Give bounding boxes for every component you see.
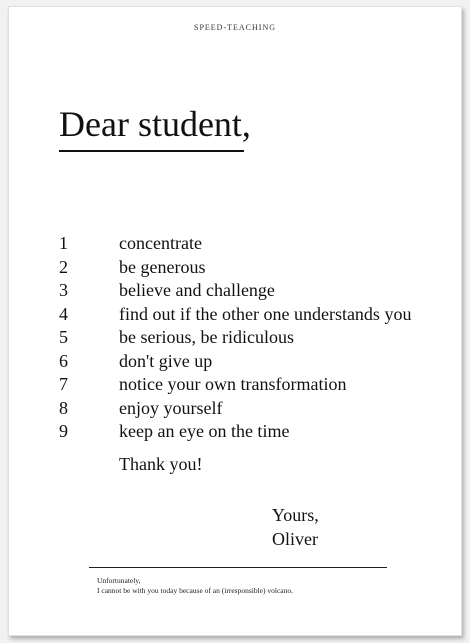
list-item-text: keep an eye on the time bbox=[119, 421, 290, 442]
numbered-list bbox=[59, 232, 454, 444]
list-item bbox=[59, 232, 454, 256]
list-item-text: believe and challenge bbox=[119, 280, 275, 301]
list-item-number: 3 bbox=[59, 280, 68, 301]
list-item-text: don't give up bbox=[119, 350, 213, 371]
list-item-number: 8 bbox=[59, 397, 68, 418]
list-item-text: be serious, be ridiculous bbox=[119, 327, 294, 348]
salutation: Dear student, bbox=[59, 104, 251, 144]
list-item-number: 5 bbox=[59, 327, 68, 348]
list-item-number: 6 bbox=[59, 350, 68, 371]
list-item-number: 4 bbox=[59, 303, 68, 324]
list-item-number: 7 bbox=[59, 374, 68, 395]
salutation-underline bbox=[59, 150, 244, 152]
list-item bbox=[59, 397, 454, 421]
list-item bbox=[59, 350, 454, 374]
footnote-line: I cannot be with you today because of an (irresponsible) volcano. bbox=[97, 586, 293, 595]
footnote-line: Unfortunately, bbox=[97, 576, 141, 585]
list-item-text: find out if the other one understands you bbox=[119, 303, 412, 324]
list-item-text: concentrate bbox=[119, 233, 202, 254]
list-item-text: notice your own transformation bbox=[119, 374, 347, 395]
list-item-number: 2 bbox=[59, 256, 68, 277]
list-item-text: enjoy yourself bbox=[119, 397, 223, 418]
signature-name: Oliver bbox=[272, 529, 318, 549]
thank-you-text: Thank you! bbox=[119, 454, 203, 474]
list-item-number: 9 bbox=[59, 421, 68, 442]
list-item bbox=[59, 303, 454, 327]
header-label: SPEED-TEACHING bbox=[194, 23, 276, 32]
list-item bbox=[59, 279, 454, 303]
footnote bbox=[97, 576, 293, 596]
list-item bbox=[59, 373, 454, 397]
list-item bbox=[59, 420, 454, 444]
closing-line: Yours, bbox=[272, 505, 319, 525]
closing-signature bbox=[272, 503, 319, 551]
document-page bbox=[8, 6, 462, 636]
list-item-text: be generous bbox=[119, 256, 206, 277]
list-item bbox=[59, 256, 454, 280]
list-item bbox=[59, 326, 454, 350]
list-item-number: 1 bbox=[59, 233, 68, 254]
footnote-divider bbox=[89, 567, 387, 568]
